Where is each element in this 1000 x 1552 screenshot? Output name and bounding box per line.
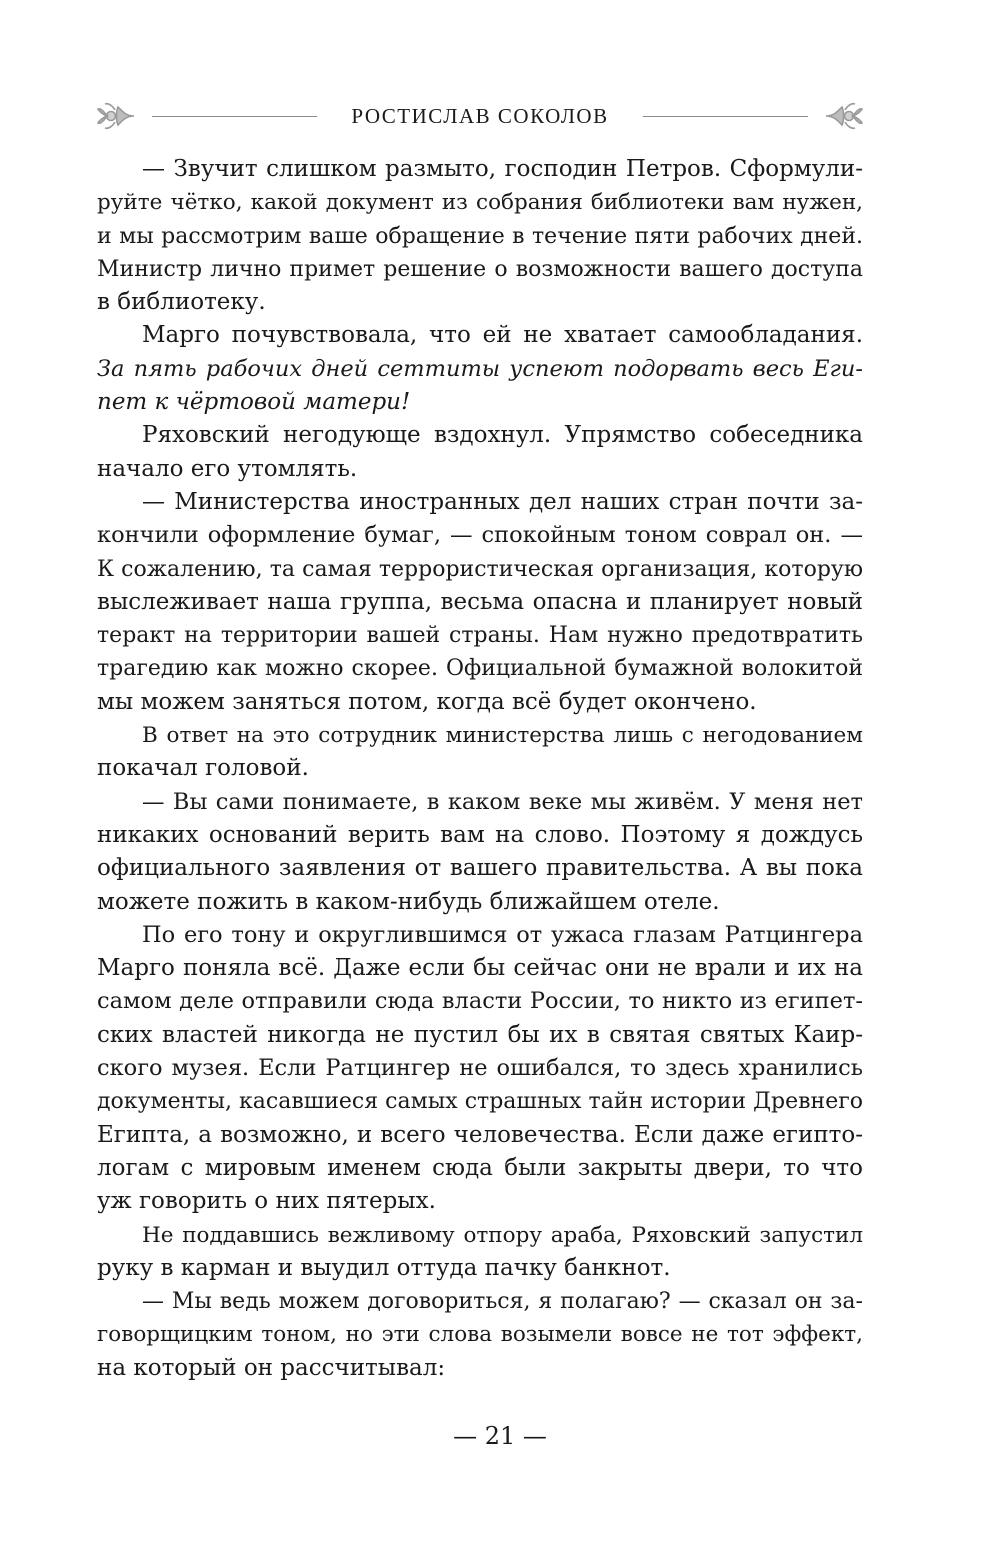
- text-line: Марго поняла всё. Даже если бы сейчас они не врали и их на: [97, 955, 863, 982]
- text-line: документы, касавшиеся самых страшных тайн истории Древнего: [97, 1089, 863, 1115]
- text-line: руйте чётко, какой документ из собрания библиотеки вам нужен,: [97, 190, 863, 216]
- text-line: никаких оснований верить вам на слово. Поэтому я дождусь: [97, 821, 863, 848]
- text-line: покачал головой.: [97, 755, 309, 782]
- text-line: — Вы сами понимаете, в каком веке мы живём. У меня нет: [142, 788, 863, 815]
- text-line: теракт на территории вашей страны. Нам нужно предотвратить: [97, 623, 863, 649]
- text-line: и мы рассмотрим ваше обращение в течение пяти рабочих дней.: [97, 223, 863, 249]
- text-line: логам с мировым именем сюда были закрыты двери, то что: [97, 1154, 863, 1181]
- body-text: [97, 153, 863, 1385]
- text-line: уж говорить о них пятерых.: [97, 1188, 436, 1215]
- text-line: мы можем заняться потом, когда всё будет окончено.: [97, 688, 757, 715]
- text-line: трагедию как можно скорее. Официальной бумажной волокитой: [97, 656, 863, 682]
- text-line: ских властей никогда не пустил бы их в святая святых Каир-: [97, 1021, 863, 1048]
- text-line: За пять рабочих дней сеттиты успеют подорвать весь Еги-: [97, 355, 863, 382]
- running-header-title: РОСТИСЛАВ СОКОЛОВ: [351, 103, 609, 128]
- text-line: По его тону и округлившимся от ужаса глазам Ратцингера: [142, 921, 863, 948]
- text-line: пет к чёртовой матери!: [97, 389, 411, 416]
- text-line: Марго почувствовала, что ей не хватает самообладания.: [142, 322, 863, 349]
- header-rule-right: [643, 116, 808, 117]
- text-line: Министр лично примет решение о возможности вашего доступа: [97, 256, 863, 282]
- text-line: в библиотеку.: [97, 289, 266, 316]
- text-line: — Мы ведь можем договориться, я полагаю? — сказал он за-: [142, 1289, 863, 1315]
- text-line: В ответ на это сотрудник министерства лишь с негодованием: [142, 723, 863, 749]
- text-line: начало его утомлять.: [97, 455, 358, 482]
- text-line: официального заявления от вашего правительства. А вы пока: [97, 855, 863, 882]
- text-line: самом деле отправили сюда власти России, то никто из египет-: [97, 988, 863, 1015]
- right-fleuron-icon: [824, 99, 864, 133]
- running-header: [96, 94, 864, 138]
- left-fleuron-icon: [96, 99, 136, 133]
- text-line: выслеживает наша группа, весьма опасна и планирует новый: [97, 588, 863, 615]
- text-line: на который он рассчитывал:: [97, 1354, 446, 1381]
- page-number: — 21 —: [453, 1422, 547, 1450]
- text-line: ского музея. Если Ратцингер не ошибался, то здесь хранились: [97, 1055, 863, 1082]
- text-line: Ряховский негодующе вздохнул. Упрямство собеседника: [142, 422, 863, 449]
- text-line: К сожалению, та самая террористическая организация, которую: [97, 556, 863, 582]
- text-line: руку в карман и выудил оттуда пачку банкнот.: [97, 1254, 671, 1281]
- text-line: — Министерства иностранных дел наших стран почти за-: [142, 488, 863, 515]
- text-line: Не поддавшись вежливому отпору араба, Ряховский запустил: [142, 1222, 863, 1248]
- text-line: — Звучит слишком размыто, господин Петров. Сформули-: [142, 156, 863, 182]
- text-line: Египта, а возможно, и всего человечества. Если даже египто-: [97, 1121, 863, 1148]
- text-line: можете пожить в каком-нибудь ближайшем отеле.: [97, 888, 720, 915]
- text-line: говорщицким тоном, но эти слова возымели вовсе не тот эффект,: [97, 1322, 863, 1348]
- text-line: кончили оформление бумаг, — спокойным тоном соврал он. —: [97, 522, 863, 549]
- header-rule-left: [152, 116, 317, 117]
